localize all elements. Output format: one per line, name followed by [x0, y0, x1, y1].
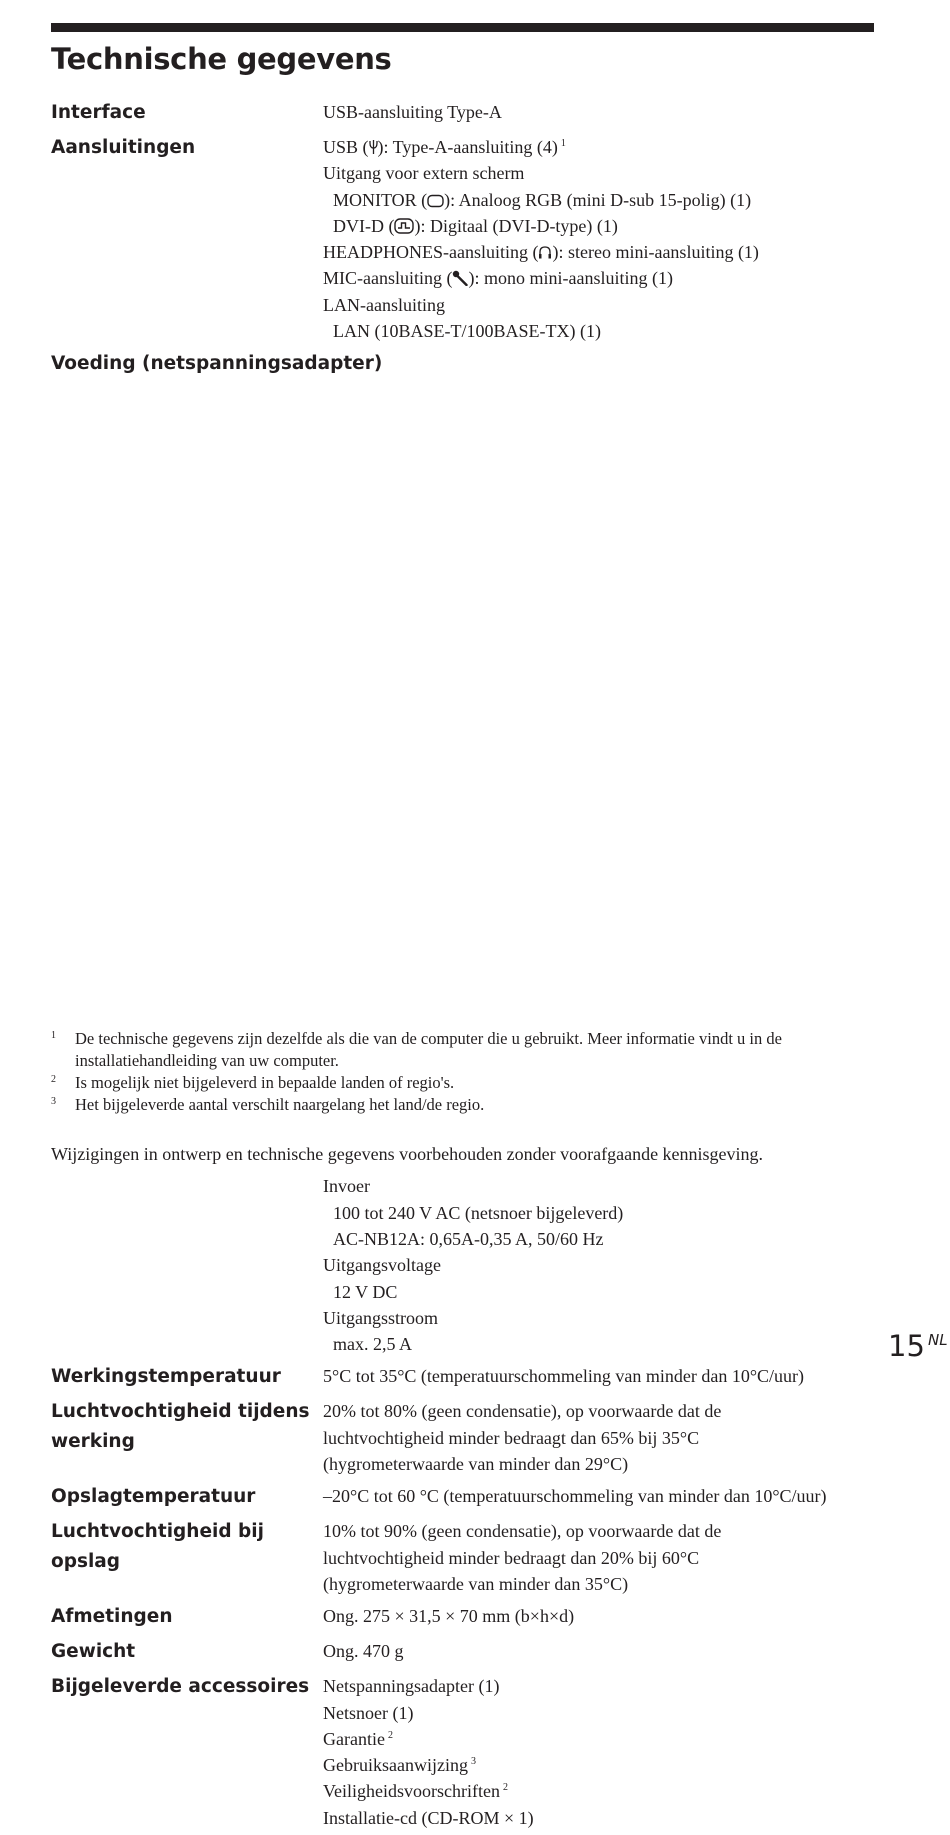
microphone-icon — [452, 270, 468, 286]
spec-werkingstemperatuur — [51, 1361, 881, 1392]
spec-value — [323, 97, 502, 128]
spec-line: max. 2,5 A — [333, 1334, 412, 1355]
spec-label-line: Luchtvochtigheid bij — [51, 1521, 264, 1543]
spec-line-dvi — [323, 213, 759, 239]
footnote-text — [75, 1028, 782, 1072]
footnote-text — [75, 1072, 454, 1094]
spec-line: luchtvochtigheid minder bedraagt dan 20% bij 60°C — [323, 1547, 700, 1568]
spec-label: Interface — [51, 102, 146, 123]
spec-label: Bijgeleverde accessoires — [51, 1676, 310, 1698]
page-number: 15 — [888, 1329, 925, 1363]
spec-value — [323, 1481, 827, 1512]
spec-value — [323, 132, 759, 344]
footnote — [51, 1072, 871, 1094]
spec-opslagtemperatuur — [51, 1481, 881, 1512]
spec-line: 20% tot 80% (geen condensatie), op voorwaarde dat de — [323, 1401, 722, 1422]
spec-line: 5°C tot 35°C (temperatuurschommeling van minder dan 10°C/uur) — [323, 1366, 805, 1387]
monitor-text-b: ): Analoog RGB (mini D-sub 15-polig) (1) — [444, 189, 752, 210]
spec-line: LAN (10BASE-T/100BASE-TX) (1) — [333, 321, 601, 342]
spec-label — [51, 1516, 323, 1597]
spec-label: Afmetingen — [51, 1606, 173, 1628]
accessory-item — [323, 1726, 534, 1752]
accessory-text: Installatie-cd (CD-ROM × 1) — [323, 1807, 534, 1828]
spec-value — [323, 1671, 534, 1831]
spec-label: Gewicht — [51, 1641, 136, 1663]
spec-line: USB-aansluiting Type-A — [323, 102, 502, 122]
spec-aansluitingen — [51, 132, 881, 344]
spec-value — [323, 1516, 721, 1597]
spec-label-line: werking — [51, 1431, 135, 1453]
dvi-text-a: DVI-D ( — [333, 215, 395, 236]
accessory-text: Veiligheidsvoorschriften — [323, 1781, 500, 1802]
mic-text-a: MIC-aansluiting ( — [323, 268, 453, 289]
accessory-item — [323, 1673, 534, 1699]
header-rule — [51, 23, 874, 32]
spec-line: Uitgang voor extern scherm — [323, 163, 525, 184]
footnote-ref: 1 — [560, 138, 566, 149]
accessory-item — [323, 1805, 534, 1831]
usb-text-b: ): Type-A-aansluiting (4) — [377, 137, 558, 157]
spec-label: Werkingstemperatuur — [51, 1366, 281, 1388]
spec-value — [323, 1601, 574, 1632]
spec-gewicht — [51, 1636, 881, 1667]
spec-line: 10% tot 90% (geen condensatie), op voorwaarde dat de — [323, 1521, 722, 1542]
spec-luchtvochtigheid-opslag — [51, 1516, 881, 1597]
footnote-number: 3 — [51, 1096, 56, 1107]
spec-line: 100 tot 240 V AC (netsnoer bijgeleverd) — [333, 1202, 624, 1223]
spec-line: Uitgangsstroom — [323, 1307, 438, 1328]
footnote-line: Is mogelijk niet bijgeleverd in bepaalde landen of regio's. — [75, 1073, 455, 1092]
headphones-text-b: ): stereo mini-aansluiting (1) — [552, 242, 759, 263]
accessory-item — [323, 1752, 534, 1778]
spec-label: Opslagtemperatuur — [51, 1486, 256, 1508]
spec-interface — [51, 97, 881, 128]
spec-label: Aansluitingen — [51, 137, 196, 158]
accessory-text: Netsnoer (1) — [323, 1702, 414, 1723]
spec-accessoires — [51, 1671, 881, 1831]
spec-line: AC-NB12A: 0,65A-0,35 A, 50/60 Hz — [333, 1228, 604, 1249]
spec-label-line: opslag — [51, 1551, 121, 1573]
spec-line: (hygrometerwaarde van minder dan 35°C) — [323, 1573, 629, 1594]
spec-value — [51, 1171, 881, 1357]
spec-list — [51, 97, 881, 1835]
footnote-ref: 3 — [470, 1756, 476, 1768]
spec-value — [323, 1361, 804, 1392]
spec-line: Invoer — [323, 1176, 370, 1197]
spec-luchtvochtigheid-werking — [51, 1396, 881, 1477]
usb-text-a: USB ( — [323, 137, 369, 157]
accessory-text: Garantie — [323, 1728, 385, 1749]
page-language: NL — [928, 1331, 948, 1349]
spec-line-usb — [323, 134, 759, 160]
spec-afmetingen — [51, 1601, 881, 1632]
headphones-icon — [538, 245, 552, 260]
footnote-line: Het bijgeleverde aantal verschilt naargelang het land/de regio. — [75, 1095, 485, 1114]
accessory-item — [323, 1700, 534, 1726]
dvi-icon — [394, 218, 414, 234]
spec-line: LAN-aansluiting — [323, 294, 445, 315]
accessory-item — [323, 1778, 534, 1804]
dvi-text-b: ): Digitaal (DVI-D-type) (1) — [414, 215, 618, 236]
footnote — [51, 1028, 871, 1072]
monitor-icon — [427, 194, 444, 208]
footnote-ref: 2 — [387, 1729, 393, 1741]
spec-label-line: Luchtvochtigheid tijdens — [51, 1401, 310, 1423]
spec-line: Uitgangsvoltage — [323, 1255, 441, 1276]
spec-line: Ong. 470 g — [323, 1641, 404, 1662]
spec-line: (hygrometerwaarde van minder dan 29°C) — [323, 1454, 629, 1475]
footnotes — [51, 1028, 871, 1116]
spec-label — [51, 1396, 323, 1477]
spec-line: Ong. 275 × 31,5 × 70 mm (b×h×d) — [323, 1606, 575, 1627]
spec-line: –20°C tot 60 °C (temperatuurschommeling van minder dan 10°C/uur) — [323, 1486, 827, 1507]
footnote — [51, 1094, 871, 1116]
footnote-text — [75, 1094, 484, 1116]
headphones-text-a: HEADPHONES-aansluiting ( — [323, 242, 539, 263]
footnote-number: 2 — [51, 1074, 56, 1085]
spec-line: 12 V DC — [333, 1281, 398, 1302]
spec-value — [323, 1396, 721, 1477]
mic-text-b: ): mono mini-aansluiting (1) — [468, 268, 673, 289]
footnote-line: De technische gegevens zijn dezelfde als die van de computer die u gebruikt. Meer informatie vindt u in de — [75, 1029, 782, 1048]
spec-line: luchtvochtigheid minder bedraagt dan 65% bij 35°C — [323, 1427, 700, 1448]
page-title: Technische gegevens — [51, 42, 392, 76]
disclaimer-note: Wijzigingen in ontwerp en technische gegevens voorbehouden zonder voorafgaande kennisgeving. — [51, 1144, 764, 1164]
spec-label: Voeding (netspanningsadapter) — [51, 353, 383, 375]
spec-line-mic — [323, 265, 759, 291]
footnote-ref: 2 — [502, 1782, 508, 1794]
footnote-line: installatiehandleiding van uw computer. — [75, 1051, 339, 1070]
spec-line-headphones — [323, 239, 759, 265]
accessory-text: Netspanningsadapter (1) — [323, 1676, 500, 1697]
usb-icon — [369, 139, 378, 155]
accessory-text: Gebruiksaanwijzing — [323, 1755, 468, 1776]
spec-voeding — [51, 348, 881, 1357]
spec-line-monitor — [323, 187, 759, 213]
spec-value — [323, 1636, 404, 1667]
footnote-number: 1 — [51, 1030, 56, 1041]
monitor-text-a: MONITOR ( — [333, 189, 428, 210]
